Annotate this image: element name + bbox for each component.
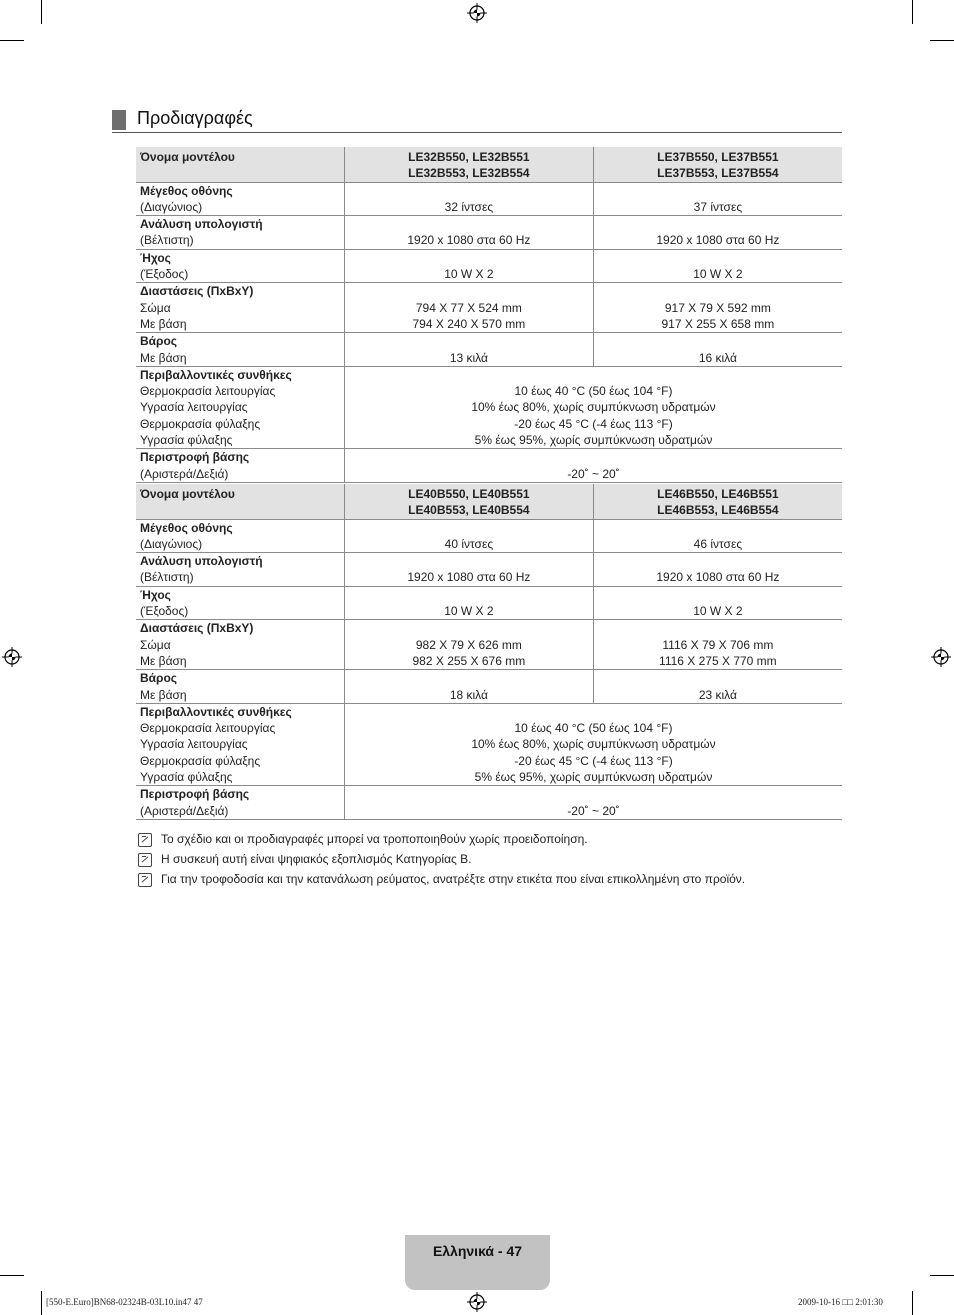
table-row xyxy=(136,519,842,553)
crop-mark xyxy=(41,1291,42,1315)
weight-label: Βάρος Με βάση xyxy=(136,670,345,704)
weight-label: Βάρος Με βάση xyxy=(136,333,345,367)
note-item xyxy=(138,872,838,892)
note-pencil-icon xyxy=(138,833,152,847)
page-number-tab xyxy=(405,1235,550,1290)
sound-label: Ήχος (Έξοδος) xyxy=(136,586,345,620)
sound-col1: 10 W X 2 xyxy=(345,249,594,283)
table-row xyxy=(136,484,842,519)
print-slug-left: [550-E.Euro]BN68-02324B-03L10.in47 47 xyxy=(46,1297,203,1307)
swivel-value: -20˚ ~ 20˚ xyxy=(345,786,843,820)
table-row xyxy=(136,703,842,785)
weight-col2: 16 κιλά xyxy=(593,333,842,367)
note-pencil-icon xyxy=(138,853,152,867)
sound-col1: 10 W X 2 xyxy=(345,586,594,620)
swivel-label: Περιστροφή βάσης (Αριστερά/Δεξιά) xyxy=(136,786,345,820)
dimensions-col1: 794 X 77 X 524 mm 794 X 240 X 570 mm xyxy=(345,283,594,333)
table-row xyxy=(136,586,842,620)
table-row xyxy=(136,553,842,587)
page-number: Ελληνικά - 47 xyxy=(432,1243,523,1259)
crop-mark xyxy=(930,40,954,41)
table-row xyxy=(136,670,842,704)
sound-col2: 10 W X 2 xyxy=(593,249,842,283)
sound-label: Ήχος (Έξοδος) xyxy=(136,249,345,283)
note-text: Το σχέδιο και οι προδιαγραφές μπορεί να τροποποιηθούν χωρίς προειδοποίηση. xyxy=(161,832,588,846)
resolution-label: Ανάλυση υπολογιστή (Βέλτιστη) xyxy=(136,216,345,250)
resolution-col2: 1920 x 1080 στα 60 Hz xyxy=(593,553,842,587)
spec-table xyxy=(136,484,842,820)
table-row xyxy=(136,216,842,250)
table-row xyxy=(136,249,842,283)
resolution-col1: 1920 x 1080 στα 60 Hz xyxy=(345,553,594,587)
weight-col1: 13 κιλά xyxy=(345,333,594,367)
dimensions-col2: 917 X 79 X 592 mm 917 X 255 X 658 mm xyxy=(593,283,842,333)
model-name-label: Όνομα μοντέλου xyxy=(136,147,345,182)
section-heading xyxy=(112,106,842,133)
crosshair-target-icon xyxy=(467,1292,487,1312)
resolution-col2: 1920 x 1080 στα 60 Hz xyxy=(593,216,842,250)
heading-bar xyxy=(112,110,126,130)
note-item xyxy=(138,852,838,872)
screen-size-col2: 46 ίντσες xyxy=(593,519,842,553)
crop-mark xyxy=(0,40,24,41)
dimensions-col1: 982 X 79 X 626 mm 982 X 255 X 676 mm xyxy=(345,620,594,670)
screen-size-col1: 32 ίντσες xyxy=(345,182,594,216)
screen-size-label: Μέγεθος οθόνης (Διαγώνιος) xyxy=(136,519,345,553)
table-row xyxy=(136,333,842,367)
table-row xyxy=(136,449,842,483)
crop-mark xyxy=(930,1275,954,1276)
note-text: Για την τροφοδοσία και την κατανάλωση ρεύματος, ανατρέξτε στην ετικέτα που είναι επικολλημένη στο προϊόν. xyxy=(161,872,746,886)
notes-list xyxy=(138,832,838,892)
screen-size-col2: 37 ίντσες xyxy=(593,182,842,216)
table-row xyxy=(136,786,842,820)
crop-mark xyxy=(0,1275,24,1276)
screen-size-label: Μέγεθος οθόνης (Διαγώνιος) xyxy=(136,182,345,216)
note-pencil-icon xyxy=(138,873,152,887)
sound-col2: 10 W X 2 xyxy=(593,586,842,620)
environment-values: 10 έως 40 °C (50 έως 104 °F) 10% έως 80%, χωρίς συμπύκνωση υδρατμών -20 έως 45 °C (-4 έως 113 °F) 5% έως 95%, χωρίς συμπύκνωση υδρατμών xyxy=(345,366,843,448)
environment-values: 10 έως 40 °C (50 έως 104 °F) 10% έως 80%, χωρίς συμπύκνωση υδρατμών -20 έως 45 °C (-4 έως 113 °F) 5% έως 95%, χωρίς συμπύκνωση υδρατμών xyxy=(345,703,843,785)
table-row xyxy=(136,147,842,182)
table-row xyxy=(136,620,842,670)
print-slug-right: 2009-10-16 □□ 2:01:30 xyxy=(798,1297,883,1307)
crop-mark xyxy=(912,0,913,24)
environment-label: Περιβαλλοντικές συνθήκες Θερμοκρασία λειτουργίας Υγρασία λειτουργίας Θερμοκρασία φύλαξης Υγρασία φύλαξης xyxy=(136,703,345,785)
table-row xyxy=(136,283,842,333)
model-name-label: Όνομα μοντέλου xyxy=(136,484,345,519)
model-name-col2: LE46B550, LE46B551 LE46B553, LE46B554 xyxy=(593,484,842,519)
crosshair-target-icon xyxy=(2,647,22,667)
table-row xyxy=(136,182,842,216)
dimensions-label: Διαστάσεις (ΠxΒxΥ) Σώμα Με βάση xyxy=(136,620,345,670)
swivel-value: -20˚ ~ 20˚ xyxy=(345,449,843,483)
model-name-col1: LE32B550, LE32B551 LE32B553, LE32B554 xyxy=(345,147,594,182)
model-name-col2: LE37B550, LE37B551 LE37B553, LE37B554 xyxy=(593,147,842,182)
table-row xyxy=(136,366,842,448)
spec-table xyxy=(136,147,842,483)
environment-label: Περιβαλλοντικές συνθήκες Θερμοκρασία λειτουργίας Υγρασία λειτουργίας Θερμοκρασία φύλαξης Υγρασία φύλαξης xyxy=(136,366,345,448)
crosshair-target-icon xyxy=(931,647,951,667)
crop-mark xyxy=(912,1291,913,1315)
model-name-col1: LE40B550, LE40B551 LE40B553, LE40B554 xyxy=(345,484,594,519)
page-title: Προδιαγραφές xyxy=(137,108,253,128)
resolution-col1: 1920 x 1080 στα 60 Hz xyxy=(345,216,594,250)
screen-size-col1: 40 ίντσες xyxy=(345,519,594,553)
swivel-label: Περιστροφή βάσης (Αριστερά/Δεξιά) xyxy=(136,449,345,483)
note-item xyxy=(138,832,838,852)
crosshair-target-icon xyxy=(467,3,487,23)
dimensions-label: Διαστάσεις (ΠxΒxΥ) Σώμα Με βάση xyxy=(136,283,345,333)
crop-mark xyxy=(41,0,42,24)
note-text: Η συσκευή αυτή είναι ψηφιακός εξοπλισμός Κατηγορίας B. xyxy=(161,852,472,866)
weight-col1: 18 κιλά xyxy=(345,670,594,704)
dimensions-col2: 1116 X 79 X 706 mm 1116 X 275 X 770 mm xyxy=(593,620,842,670)
weight-col2: 23 κιλά xyxy=(593,670,842,704)
resolution-label: Ανάλυση υπολογιστή (Βέλτιστη) xyxy=(136,553,345,587)
